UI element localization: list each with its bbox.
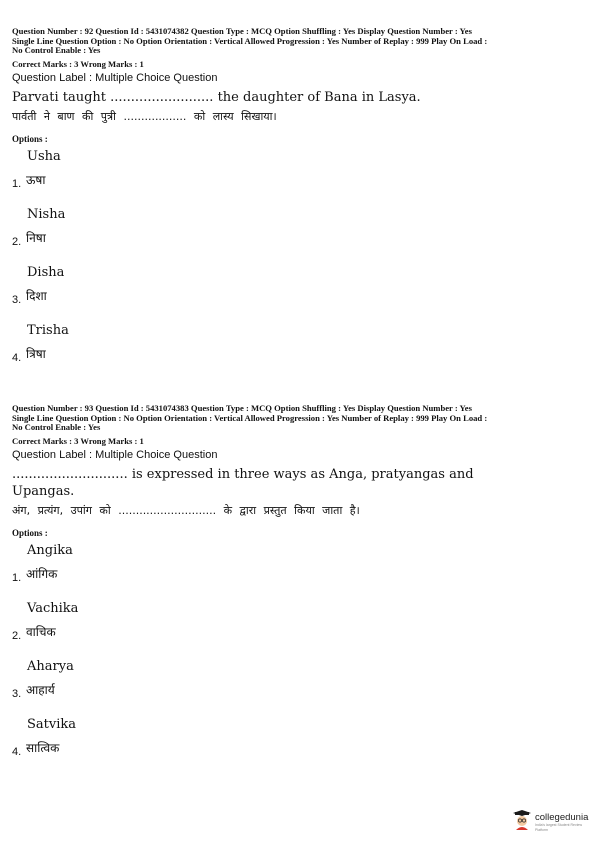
- option-number: 1.: [12, 177, 22, 190]
- options-heading: Options :: [12, 527, 48, 538]
- question-block-93: [12, 404, 584, 771]
- question-text-en: ............................ is expressed in three ways as Anga, pratyangas and Upangas.: [12, 466, 474, 499]
- option-number: 2.: [12, 629, 22, 642]
- option-text-en: Angika: [27, 542, 73, 558]
- option-text-en: Usha: [27, 148, 61, 164]
- option-text-en: Trisha: [27, 322, 69, 338]
- question-label: Question Label : Multiple Choice Question: [12, 448, 218, 461]
- options-heading: Options :: [12, 133, 48, 144]
- option-item: [12, 145, 584, 203]
- option-item: [12, 597, 584, 655]
- option-item: [12, 261, 584, 319]
- option-text-hi: आहार्य: [26, 682, 55, 697]
- option-number: 3.: [12, 687, 22, 700]
- option-item: [12, 539, 584, 597]
- option-text-hi: दिशा: [26, 288, 47, 303]
- question-text-hi: अंग, प्रत्यंग, उपांग को ............................ के द्वारा प्रस्तुत किया जाता है।: [12, 503, 360, 517]
- option-number: 4.: [12, 745, 22, 758]
- option-text-hi: त्रिषा: [26, 346, 46, 361]
- option-text-en: Vachika: [27, 600, 79, 616]
- option-item: [12, 655, 584, 713]
- option-text-hi: निषा: [26, 230, 46, 245]
- option-text-en: Disha: [27, 264, 65, 280]
- student-mascot-icon: [512, 810, 532, 835]
- question-label: Question Label : Multiple Choice Question: [12, 71, 218, 84]
- question-marks: Correct Marks : 3 Wrong Marks : 1: [12, 58, 144, 69]
- logo-tagline: India's largest Student Review Platform: [535, 822, 582, 832]
- option-item: [12, 713, 584, 771]
- option-number: 2.: [12, 235, 22, 248]
- logo-name: collegedunia: [535, 811, 589, 823]
- option-text-en: Nisha: [27, 206, 66, 222]
- option-number: 3.: [12, 293, 22, 306]
- option-number: 1.: [12, 571, 22, 584]
- option-text-hi: सात्विक: [26, 740, 60, 755]
- option-item: [12, 203, 584, 261]
- question-marks: Correct Marks : 3 Wrong Marks : 1: [12, 435, 144, 446]
- question-text-en: Parvati taught ......................... the daughter of Bana in Lasya.: [12, 89, 421, 105]
- option-text-hi: आंगिक: [26, 566, 58, 581]
- question-block-92: [12, 27, 584, 377]
- option-text-hi: ऊषा: [26, 172, 46, 187]
- option-text-hi: वाचिक: [26, 624, 56, 639]
- option-item: [12, 319, 584, 377]
- option-text-en: Aharya: [27, 658, 74, 674]
- question-text-hi: पार्वती ने बाण की पुत्री .................. को लास्य सिखाया।: [12, 109, 277, 123]
- collegedunia-logo: [512, 810, 595, 835]
- question-meta: Question Number : 93 Question Id : 5431074383 Question Type : MCQ Option Shuffling : Yes Display Question Number : Yes Single Line Question Option : No Option Orientation : Vertical Allowed Progression : Yes Number of Replay : 999 Play On Load : No Control Enable : Yes: [12, 403, 488, 433]
- option-text-en: Satvika: [27, 716, 77, 732]
- option-number: 4.: [12, 351, 22, 364]
- question-meta: Question Number : 92 Question Id : 5431074382 Question Type : MCQ Option Shuffling : Yes Display Question Number : Yes Single Line Question Option : No Option Orientation : Vertical Allowed Progression : Yes Number of Replay : 999 Play On Load : No Control Enable : Yes: [12, 26, 488, 56]
